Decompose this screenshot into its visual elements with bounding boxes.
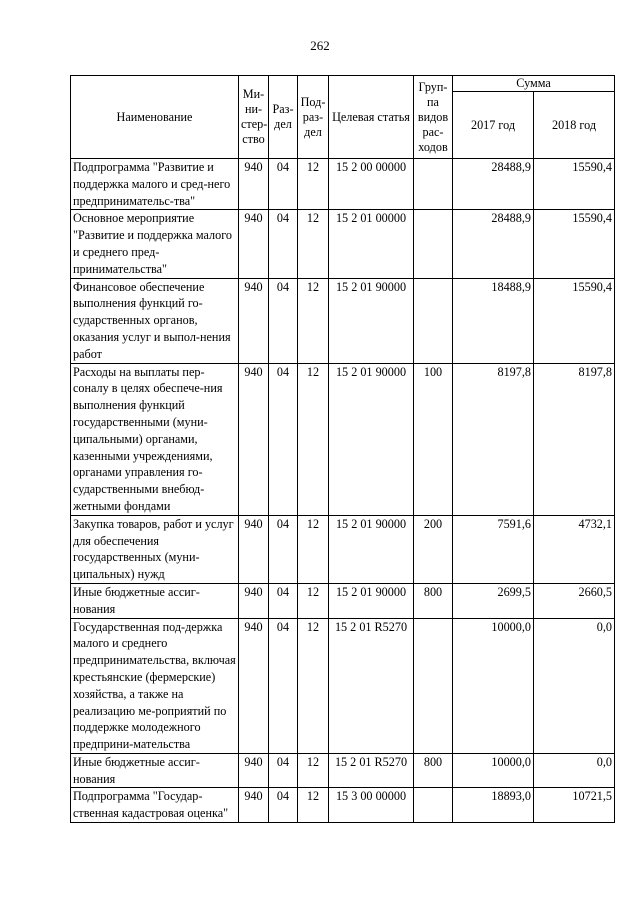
header-section: Раз-дел bbox=[269, 76, 298, 159]
sum-2017-cell: 28488,9 bbox=[453, 210, 534, 278]
ministry-cell: 940 bbox=[239, 583, 269, 618]
header-year-2018: 2018 год bbox=[534, 92, 615, 159]
header-ministry: Ми-ни-стер-ство bbox=[239, 76, 269, 159]
ministry-cell: 940 bbox=[239, 210, 269, 278]
section-cell: 04 bbox=[269, 363, 298, 515]
section-cell: 04 bbox=[269, 618, 298, 753]
subsection-cell: 12 bbox=[298, 618, 329, 753]
header-expense-group: Груп-па видов рас-ходов bbox=[414, 76, 453, 159]
table-row bbox=[71, 753, 615, 788]
expense-group-cell: 800 bbox=[414, 583, 453, 618]
budget-table bbox=[70, 75, 615, 823]
subsection-cell: 12 bbox=[298, 788, 329, 823]
ministry-cell: 940 bbox=[239, 159, 269, 210]
sum-2018-cell: 15590,4 bbox=[534, 159, 615, 210]
ministry-cell: 940 bbox=[239, 618, 269, 753]
subsection-cell: 12 bbox=[298, 583, 329, 618]
target-cell: 15 2 01 00000 bbox=[329, 210, 414, 278]
name-cell: Закупка товаров, работ и услуг для обеспечения государственных (муни-ципальных) нужд bbox=[71, 515, 239, 583]
subsection-cell: 12 bbox=[298, 363, 329, 515]
subsection-cell: 12 bbox=[298, 159, 329, 210]
sum-2017-cell: 2699,5 bbox=[453, 583, 534, 618]
name-cell: Финансовое обеспечение выполнения функций го-сударственных органов, оказания услуг и выпол-нения работ bbox=[71, 278, 239, 363]
section-cell: 04 bbox=[269, 753, 298, 788]
table-row bbox=[71, 515, 615, 583]
name-cell: Подпрограмма "Государ-ственная кадастровая оценка" bbox=[71, 788, 239, 823]
sum-2017-cell: 8197,8 bbox=[453, 363, 534, 515]
section-cell: 04 bbox=[269, 210, 298, 278]
table-row bbox=[71, 210, 615, 278]
table-body bbox=[71, 159, 615, 823]
sum-2017-cell: 18893,0 bbox=[453, 788, 534, 823]
sum-2018-cell: 0,0 bbox=[534, 618, 615, 753]
section-cell: 04 bbox=[269, 583, 298, 618]
table-row bbox=[71, 788, 615, 823]
sum-2017-cell: 7591,6 bbox=[453, 515, 534, 583]
target-cell: 15 2 01 90000 bbox=[329, 278, 414, 363]
ministry-cell: 940 bbox=[239, 515, 269, 583]
section-cell: 04 bbox=[269, 159, 298, 210]
section-cell: 04 bbox=[269, 278, 298, 363]
header-sum: Сумма bbox=[453, 76, 615, 92]
expense-group-cell: 800 bbox=[414, 753, 453, 788]
expense-group-cell: 100 bbox=[414, 363, 453, 515]
target-cell: 15 3 00 00000 bbox=[329, 788, 414, 823]
header-target: Целевая статья bbox=[329, 76, 414, 159]
table-row bbox=[71, 159, 615, 210]
name-cell: Иные бюджетные ассиг-нования bbox=[71, 753, 239, 788]
name-cell: Государственная под-держка малого и среднего предпринимательства, включая крестьянские (фермерские) хозяйства, а также на реализацию ме-роприятий по поддержке молодежного предприни-мательства bbox=[71, 618, 239, 753]
sum-2017-cell: 10000,0 bbox=[453, 618, 534, 753]
header-name: Наименование bbox=[71, 76, 239, 159]
sum-2017-cell: 18488,9 bbox=[453, 278, 534, 363]
expense-group-cell bbox=[414, 278, 453, 363]
sum-2017-cell: 10000,0 bbox=[453, 753, 534, 788]
sum-2017-cell: 28488,9 bbox=[453, 159, 534, 210]
subsection-cell: 12 bbox=[298, 515, 329, 583]
sum-2018-cell: 15590,4 bbox=[534, 210, 615, 278]
sum-2018-cell: 4732,1 bbox=[534, 515, 615, 583]
table-row bbox=[71, 583, 615, 618]
target-cell: 15 2 01 90000 bbox=[329, 515, 414, 583]
name-cell: Расходы на выплаты пер-соналу в целях обеспече-ния выполнения функций государственными (муни-ципальными) органами, казенными учреждениями, органами управления го-сударственными внебюд-жетными фондами bbox=[71, 363, 239, 515]
sum-2018-cell: 15590,4 bbox=[534, 278, 615, 363]
page-number: 262 bbox=[310, 38, 330, 53]
ministry-cell: 940 bbox=[239, 753, 269, 788]
expense-group-cell: 200 bbox=[414, 515, 453, 583]
sum-2018-cell: 2660,5 bbox=[534, 583, 615, 618]
header-row bbox=[71, 76, 615, 92]
target-cell: 15 2 01 90000 bbox=[329, 363, 414, 515]
sum-2018-cell: 10721,5 bbox=[534, 788, 615, 823]
ministry-cell: 940 bbox=[239, 788, 269, 823]
subsection-cell: 12 bbox=[298, 210, 329, 278]
header-year-2017: 2017 год bbox=[453, 92, 534, 159]
target-cell: 15 2 01 90000 bbox=[329, 583, 414, 618]
sum-2018-cell: 0,0 bbox=[534, 753, 615, 788]
section-cell: 04 bbox=[269, 788, 298, 823]
name-cell: Основное мероприятие "Развитие и поддержка малого и среднего пред-принимательства" bbox=[71, 210, 239, 278]
table-row bbox=[71, 363, 615, 515]
target-cell: 15 2 01 R5270 bbox=[329, 618, 414, 753]
name-cell: Иные бюджетные ассиг-нования bbox=[71, 583, 239, 618]
ministry-cell: 940 bbox=[239, 363, 269, 515]
target-cell: 15 2 00 00000 bbox=[329, 159, 414, 210]
expense-group-cell bbox=[414, 788, 453, 823]
table-row bbox=[71, 618, 615, 753]
expense-group-cell bbox=[414, 210, 453, 278]
subsection-cell: 12 bbox=[298, 278, 329, 363]
sum-2018-cell: 8197,8 bbox=[534, 363, 615, 515]
ministry-cell: 940 bbox=[239, 278, 269, 363]
subsection-cell: 12 bbox=[298, 753, 329, 788]
header-subsection: Под-раз-дел bbox=[298, 76, 329, 159]
section-cell: 04 bbox=[269, 515, 298, 583]
expense-group-cell bbox=[414, 159, 453, 210]
expense-group-cell bbox=[414, 618, 453, 753]
name-cell: Подпрограмма "Развитие и поддержка малого и сред-него предпринимательс-тва" bbox=[71, 159, 239, 210]
target-cell: 15 2 01 R5270 bbox=[329, 753, 414, 788]
table-row bbox=[71, 278, 615, 363]
